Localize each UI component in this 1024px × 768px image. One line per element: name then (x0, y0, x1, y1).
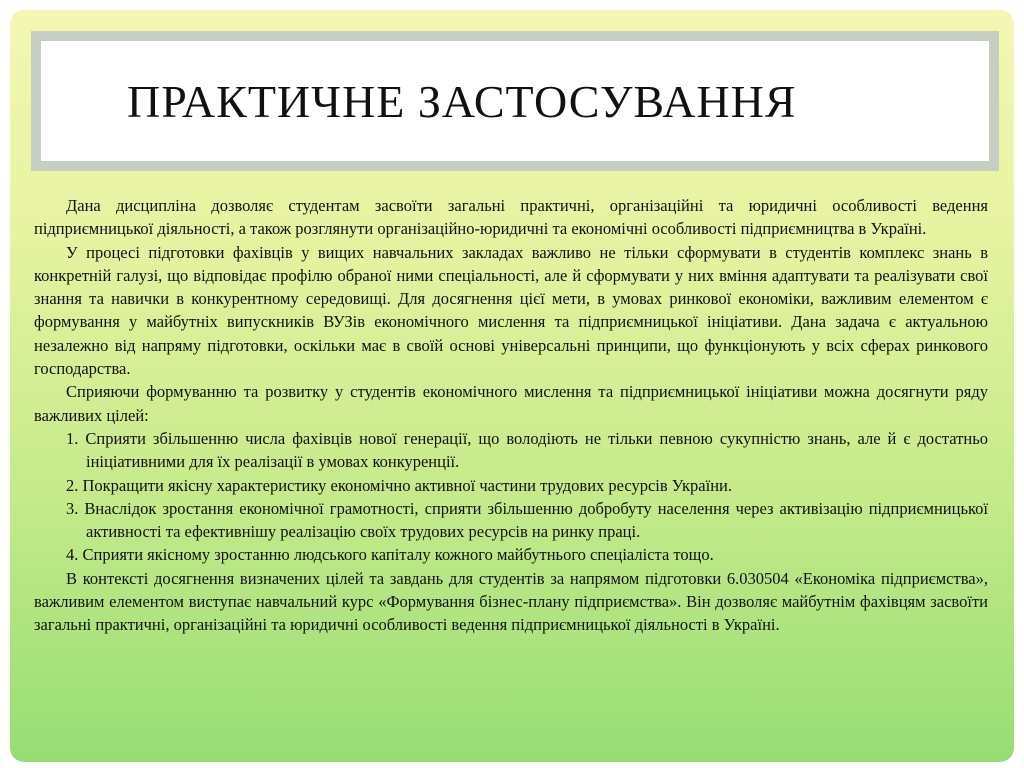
paragraph-training: У процесі підготовки фахівців у вищих навчальних закладах важливо не тільки сформувати в студентів комплекс знань в конкретній галузі, що відповідає профілю обраної ними спеціальності, але й сформувати у них вміння адаптувати та реалізувати свої знання та навички в конкурентному середовищі. Для досягнення цієї мети, в умовах ринкової економіки, важливим елементом є формування у майбутніх випускників ВУЗів економічного мислення та підприємницької ініціативи. Дана задача є актуальною незалежно від напряму підготовки, оскільки має в своїй основі універсальні принципи, що функціонують у всіх сферах ринкового господарства. (34, 242, 988, 379)
goal-item-3: 3. Внаслідок зростання економічної грамотності, сприяти збільшенню добробуту населення через активізацію підприємницької активності та ефективнішу реалізацію своїх трудових ресурсів на ринку праці. (66, 498, 988, 542)
goal-item-1: 1. Сприяти збільшенню числа фахівців нової генерації, що володіють не тільки певною сукупністю знань, але й є достатньо ініціативними для їх реалізації в умовах конкуренції. (66, 428, 988, 472)
title-frame (31, 31, 999, 171)
paragraph-goals-lead: Сприяючи формуванню та розвитку у студентів економічного мислення та підприємницької ініціативи можна досягнути ряду важливих цілей: (34, 382, 988, 425)
title-box (41, 41, 989, 161)
paragraph-intro: Дана дисципліна дозволяє студентам засвоїти загальні практичні, організаційні та юридичні особливості ведення підприємницької діяльності, а також розглянути організаційно-юридичні та економічні особливості підприємництва в Україні. (34, 196, 988, 239)
slide (10, 10, 1014, 762)
goal-item-4: 4. Сприяти якісному зростанню людського капіталу кожного майбутнього спеціаліста тощо. (66, 545, 714, 565)
slide-title: ПРАКТИЧНЕ ЗАСТОСУВАННЯ (127, 75, 797, 127)
paragraph-closing: В контексті досягнення визначених цілей та завдань для студентів за напрямом підготовки 6.030504 «Економіка підприємства», важливим елементом виступає навчальний курс «Формування бізнес-плану підприємства». Він дозволяє майбутнім фахівцям засвоїти загальні практичні, організаційні та юридичні особливості ведення підприємницької діяльності в Україні. (34, 568, 988, 635)
goal-item-2: 2. Покращити якісну характеристику економічно активної частини трудових ресурсів України. (66, 475, 733, 495)
slide-body (34, 194, 988, 637)
